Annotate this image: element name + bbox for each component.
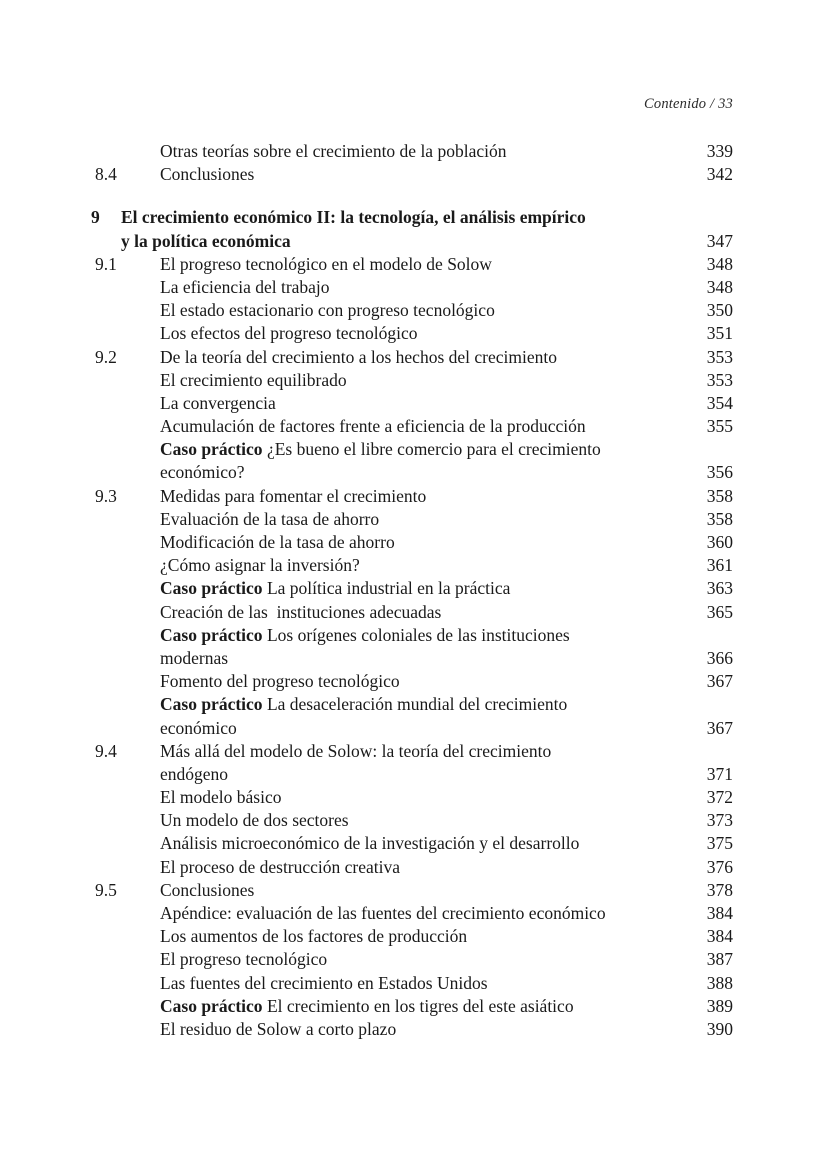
case-study-prefix: Caso práctico	[160, 578, 263, 599]
toc-entry-label: Fomento del progreso tecnológico	[160, 671, 400, 692]
toc-entry[interactable]	[0, 972, 828, 995]
toc-entry[interactable]	[0, 1018, 828, 1041]
toc-page-number: 353	[706, 369, 733, 390]
toc-entry-text: La desaceleración mundial del crecimiento	[262, 694, 568, 715]
section-number: 9.3	[95, 485, 117, 506]
section-number: 8.4	[95, 164, 117, 185]
toc-entry-label	[160, 438, 688, 461]
section-number: 9.5	[95, 879, 117, 900]
toc-page-number: 351	[706, 323, 733, 344]
toc-page-number: 388	[706, 972, 733, 993]
toc-entry[interactable]	[0, 322, 828, 345]
toc-entry-label: La eficiencia del trabajo	[160, 276, 330, 297]
toc-entry-label: El modelo básico	[160, 787, 282, 808]
case-study-prefix: Caso práctico	[160, 995, 263, 1016]
toc-entry-label	[160, 693, 688, 716]
toc-entry-label: Los efectos del progreso tecnológico	[160, 323, 418, 344]
toc-page-number: 360	[706, 532, 733, 552]
case-study-prefix: Caso práctico	[160, 694, 263, 715]
toc-entry-label: Conclusiones	[160, 879, 255, 900]
toc-entry[interactable]	[0, 485, 828, 508]
toc-entry[interactable]	[0, 299, 828, 322]
toc-entry[interactable]	[0, 647, 828, 670]
toc-entry[interactable]	[0, 740, 828, 763]
toc-entry[interactable]	[0, 554, 828, 577]
toc-entry[interactable]	[0, 140, 828, 163]
toc-entry[interactable]	[0, 601, 828, 624]
toc-entry[interactable]	[0, 163, 828, 186]
toc-entry-label: El residuo de Solow a corto plazo	[160, 1018, 397, 1039]
toc-page-number: 367	[706, 717, 733, 738]
toc-entry[interactable]	[0, 531, 828, 554]
toc-page-number: 384	[706, 903, 733, 923]
case-study-prefix: Caso práctico	[160, 624, 263, 645]
toc-entry[interactable]	[0, 693, 828, 716]
toc-page-number: 356	[706, 462, 733, 483]
toc-entry-label	[160, 624, 688, 647]
toc-page-number: 342	[706, 164, 733, 185]
toc-entry-label: Acumulación de factores frente a eficiencia de la producción	[160, 416, 586, 437]
toc-entry-label: De la teoría del crecimiento a los hechos del crecimiento	[160, 346, 557, 367]
toc-entry-label: económico	[160, 717, 237, 738]
toc-page-number: 348	[706, 253, 733, 274]
toc-page-number: 373	[706, 810, 733, 831]
section-number: 9.1	[95, 253, 117, 274]
toc-entry-text: La política industrial en la práctica	[262, 578, 511, 599]
table-of-contents	[0, 140, 828, 1041]
section-number: 9.2	[95, 346, 117, 367]
toc-entry-label: El crecimiento económico II: la tecnología, el análisis empírico	[121, 207, 586, 228]
toc-entry-label: económico?	[160, 462, 245, 483]
toc-page-number: 389	[706, 995, 733, 1016]
toc-entry[interactable]	[0, 786, 828, 809]
toc-entry-label: Análisis microeconómico de la investigación y el desarrollo	[160, 833, 580, 854]
toc-entry-label: y la política económica	[121, 230, 291, 251]
toc-page-number: 355	[706, 416, 733, 437]
toc-entry[interactable]	[0, 438, 828, 461]
toc-page-number: 378	[706, 879, 733, 900]
toc-page-number: 376	[706, 856, 733, 877]
section-number: 9.4	[95, 740, 117, 761]
running-head: Contenido / 33	[644, 96, 733, 112]
toc-page-number: 372	[706, 787, 733, 808]
toc-entry-label: Más allá del modelo de Solow: la teoría del crecimiento	[160, 740, 552, 761]
toc-entry-text: El crecimiento en los tigres del este asiático	[262, 995, 574, 1016]
toc-entry-label: Modificación de la tasa de ahorro	[160, 532, 395, 552]
toc-entry[interactable]	[0, 717, 828, 740]
toc-entry-label: Conclusiones	[160, 164, 255, 185]
toc-page-number: 339	[706, 141, 733, 161]
toc-entry[interactable]	[0, 369, 828, 392]
toc-entry[interactable]	[0, 276, 828, 299]
toc-entry[interactable]	[0, 902, 828, 925]
chapter-spacer	[0, 186, 828, 206]
chapter-number: 9	[91, 207, 100, 228]
toc-entry[interactable]	[0, 763, 828, 786]
toc-entry-label: La convergencia	[160, 392, 276, 413]
toc-entry[interactable]	[0, 624, 828, 647]
toc-page-number: 375	[706, 833, 733, 854]
toc-entry[interactable]	[0, 461, 828, 484]
toc-entry[interactable]	[0, 230, 828, 253]
toc-page-number: 367	[706, 671, 733, 692]
toc-entry-label: El estado estacionario con progreso tecnológico	[160, 300, 495, 321]
toc-entry[interactable]	[0, 809, 828, 832]
toc-page-number: 366	[706, 647, 733, 668]
toc-page-number: 347	[706, 230, 733, 251]
toc-entry-label: ¿Cómo asignar la inversión?	[160, 555, 360, 576]
toc-page-number: 354	[706, 392, 733, 413]
toc-entry-label: Las fuentes del crecimiento en Estados Unidos	[160, 972, 488, 993]
toc-page-number: 361	[706, 555, 733, 576]
toc-entry-label: endógeno	[160, 763, 229, 784]
toc-entry[interactable]	[0, 670, 828, 693]
toc-entry-label: Evaluación de la tasa de ahorro	[160, 508, 380, 529]
toc-entry[interactable]	[0, 577, 828, 600]
toc-entry-label	[160, 577, 688, 600]
toc-entry-label: modernas	[160, 647, 229, 668]
toc-entry-label: Creación de las instituciones adecuadas	[160, 601, 442, 622]
toc-entry-label: Los aumentos de los factores de producción	[160, 926, 468, 947]
toc-entry[interactable]	[0, 508, 828, 531]
toc-entry-label: Apéndice: evaluación de las fuentes del crecimiento económico	[160, 903, 606, 923]
toc-entry[interactable]	[0, 253, 828, 276]
toc-page-number: 387	[706, 949, 733, 970]
toc-entry-label: El progreso tecnológico en el modelo de Solow	[160, 253, 492, 274]
toc-page-number: 384	[706, 926, 733, 947]
toc-entry-label	[160, 995, 688, 1018]
case-study-prefix: Caso práctico	[160, 439, 263, 460]
toc-entry-text: Los orígenes coloniales de las instituciones	[262, 624, 570, 645]
toc-entry-label: El progreso tecnológico	[160, 949, 328, 970]
toc-entry[interactable]	[0, 415, 828, 438]
toc-entry[interactable]	[0, 346, 828, 369]
toc-page-number: 358	[706, 485, 733, 506]
toc-entry[interactable]	[0, 206, 828, 229]
toc-page-number: 371	[706, 763, 733, 784]
toc-page-number: 358	[706, 508, 733, 529]
toc-entry[interactable]	[0, 948, 828, 971]
toc-entry[interactable]	[0, 925, 828, 948]
toc-page-number: 363	[706, 578, 733, 599]
toc-entry[interactable]	[0, 856, 828, 879]
toc-entry[interactable]	[0, 392, 828, 415]
toc-page-number: 350	[706, 300, 733, 321]
toc-page-number: 348	[706, 276, 733, 297]
toc-entry-label: Otras teorías sobre el crecimiento de la población	[160, 141, 507, 161]
toc-page-number: 365	[706, 601, 733, 622]
toc-entry-text: ¿Es bueno el libre comercio para el crecimiento	[262, 439, 601, 460]
toc-entry-label: El crecimiento equilibrado	[160, 369, 347, 390]
toc-page-number: 390	[706, 1018, 733, 1039]
toc-entry-label: El proceso de destrucción creativa	[160, 856, 401, 877]
toc-entry[interactable]	[0, 832, 828, 855]
toc-entry-label: Medidas para fomentar el crecimiento	[160, 485, 427, 506]
toc-entry-label: Un modelo de dos sectores	[160, 810, 349, 831]
toc-page-number: 353	[706, 346, 733, 367]
toc-entry[interactable]	[0, 879, 828, 902]
toc-entry[interactable]	[0, 995, 828, 1018]
